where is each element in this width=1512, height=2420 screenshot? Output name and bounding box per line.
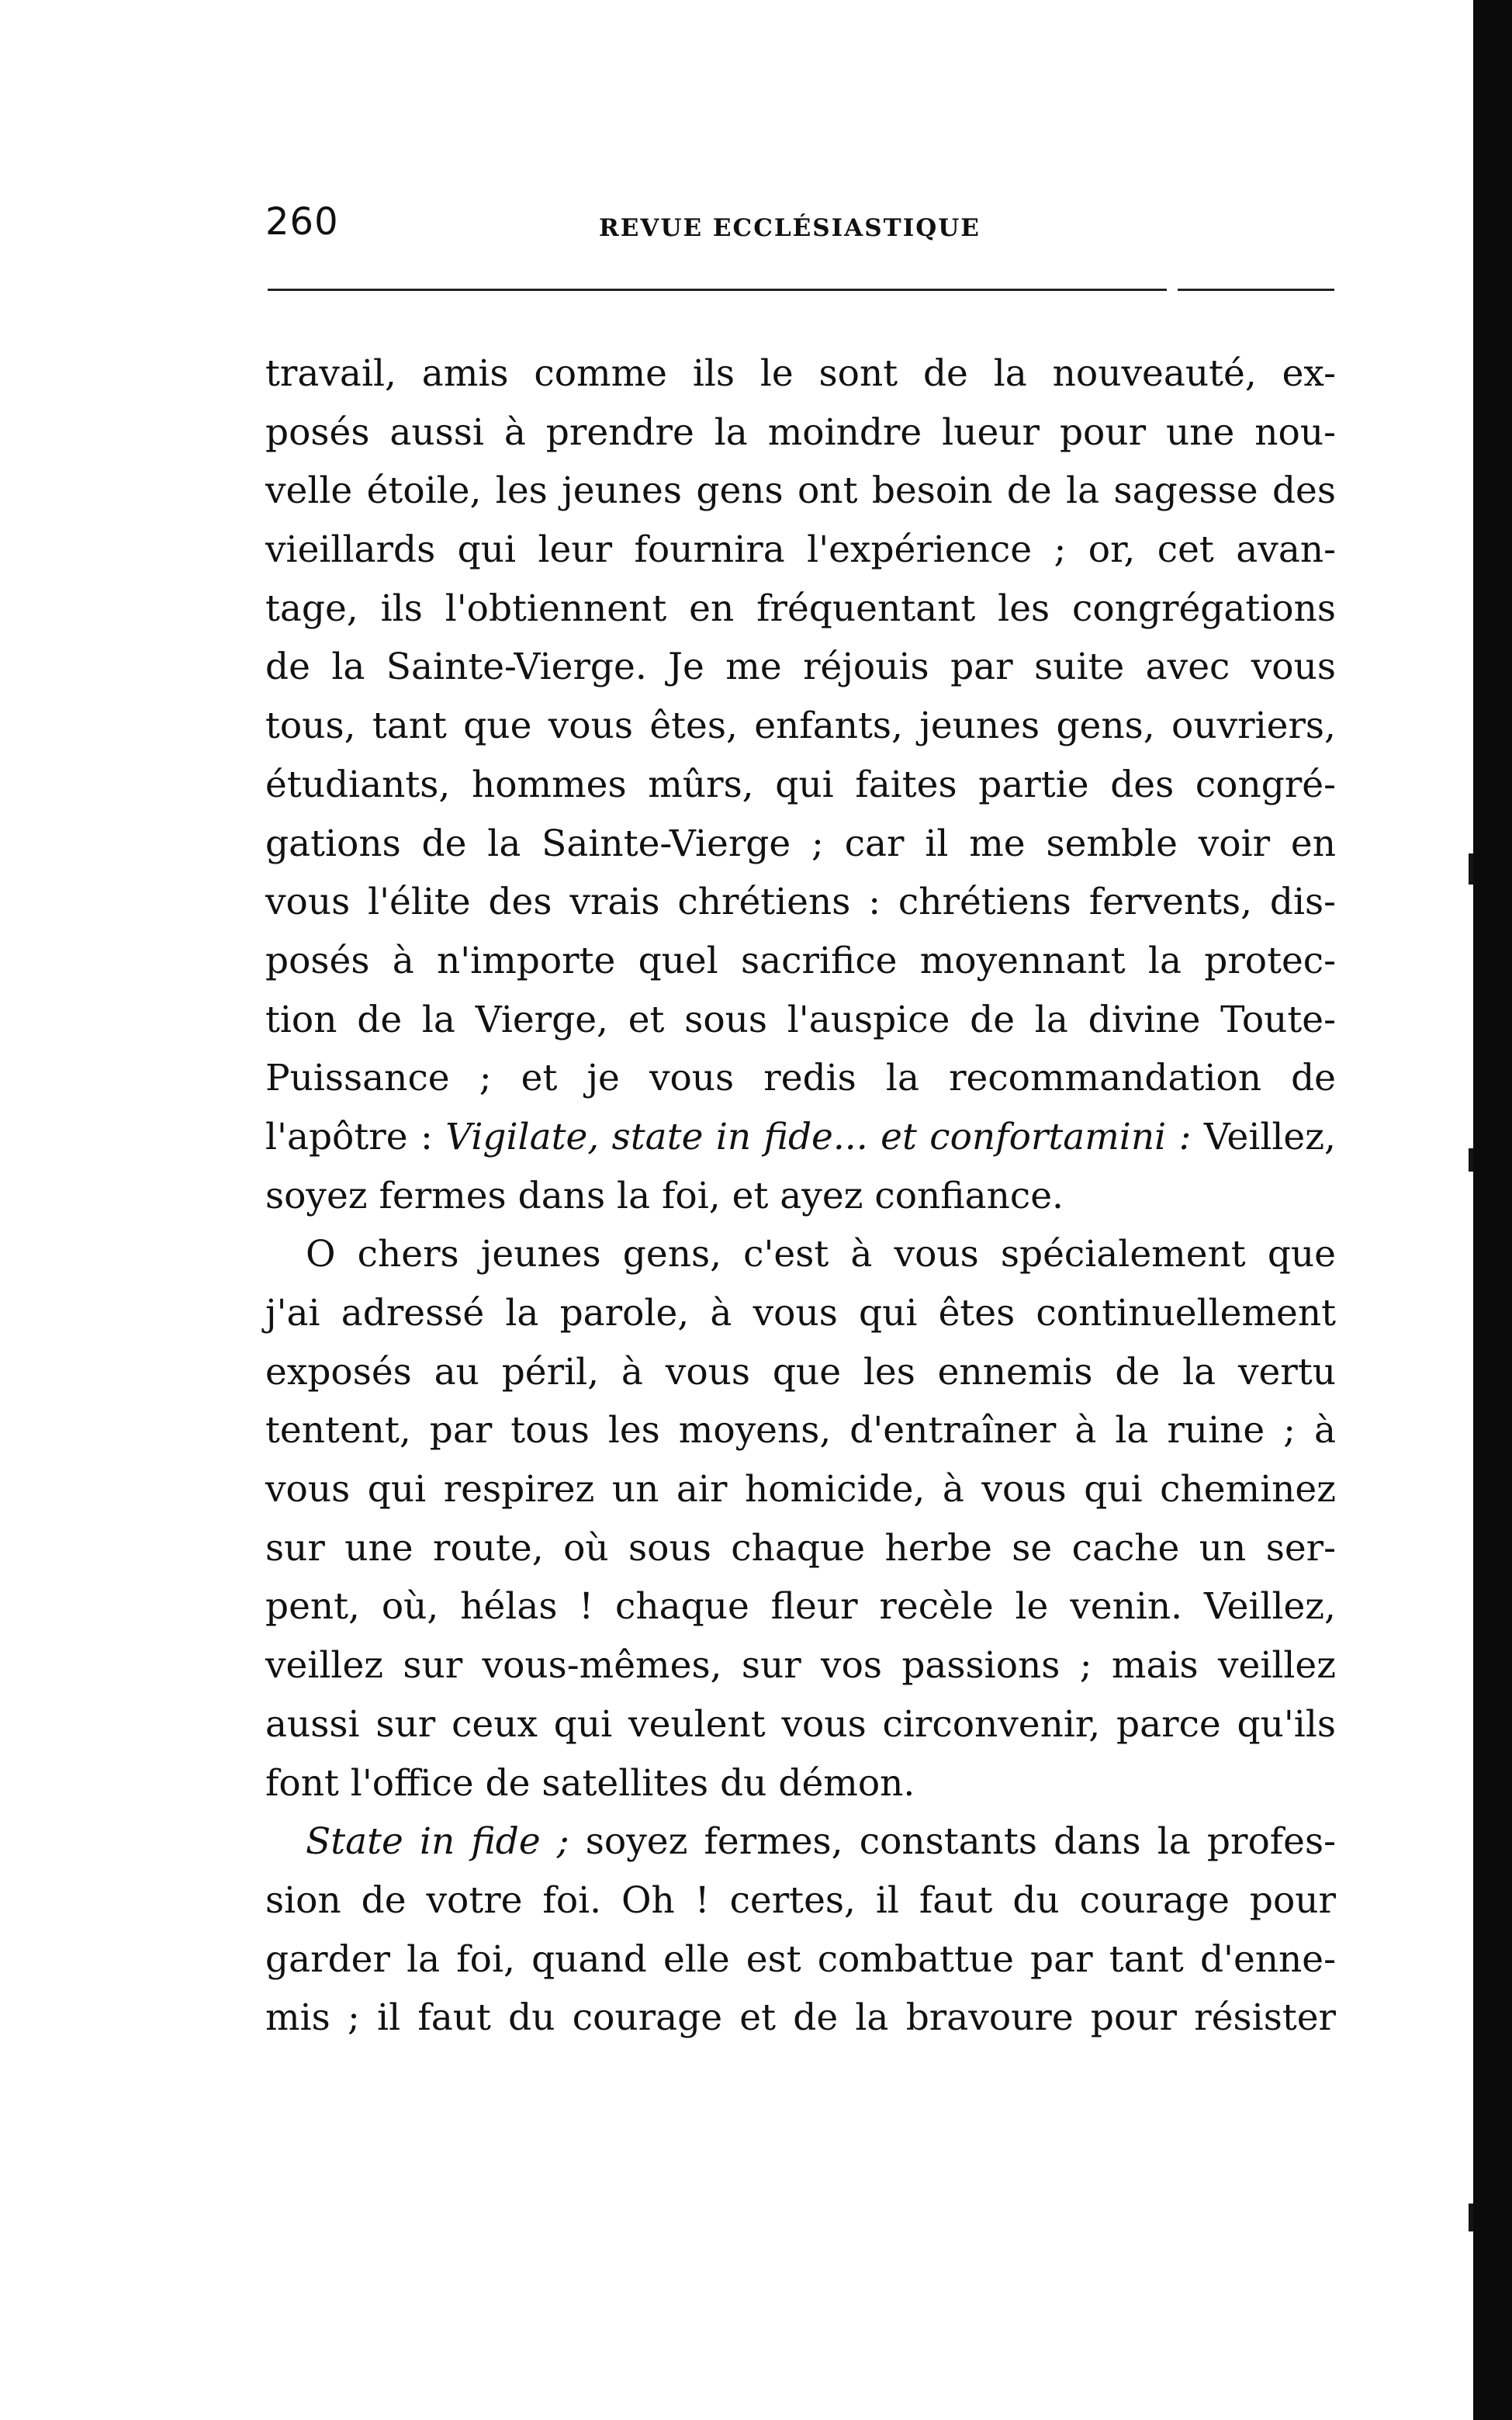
text-line: mis ; il faut du courage et de la bravoure pour résister <box>265 1996 1336 2040</box>
text-line: de la Sainte-Vierge. Je me réjouis par suite avec vous <box>265 646 1336 689</box>
text-line: vous qui respirez un air homicide, à vous qui cheminez <box>265 1468 1336 1511</box>
text-line: velle étoile, les jeunes gens ont besoin de la sagesse des <box>265 469 1336 513</box>
text-line: veillez sur vous-mêmes, sur vos passions ; mais veillez <box>265 1644 1336 1688</box>
text-line: posés aussi à prendre la moindre lueur pour une nou- <box>265 410 1336 454</box>
text-line: travail, amis comme ils le sont de la nouveauté, ex- <box>265 352 1336 395</box>
text-line-mixed <box>265 1108 1336 1167</box>
running-head: REVUE ECCLÉSIASTIQUE <box>599 214 981 242</box>
text-line: font l'office de satellites du démon. <box>265 1761 915 1805</box>
text-line: posés à n'importe quel sacrifice moyennant la protec- <box>265 939 1336 982</box>
text-line: Puissance ; et je vous redis la recommandation de <box>265 1057 1336 1100</box>
text-line: garder la foi, quand elle est combattue par tant d'enne- <box>265 1937 1336 1981</box>
text-line: tous, tant que vous êtes, enfants, jeunes gens, ouvriers, <box>265 705 1336 748</box>
text-line: étudiants, hommes mûrs, qui faites partie des congré- <box>265 763 1336 806</box>
text-line: soyez fermes dans la foi, et ayez confiance. <box>265 1174 1064 1217</box>
text-line: tion de la Vierge, et sous l'auspice de la divine Toute- <box>265 998 1336 1041</box>
text-line: sur une route, où sous chaque herbe se cache un ser- <box>265 1526 1336 1570</box>
latin-quotation: Vigilate, state in fide... et confortamini : <box>445 1115 1192 1158</box>
header-rule-gap <box>1167 286 1178 293</box>
scan-edge-fleck <box>1469 1148 1473 1172</box>
page-header <box>265 200 1336 254</box>
page-number: 260 <box>265 200 339 244</box>
latin-quotation: State in fide ; <box>306 1820 569 1864</box>
text-line: vous l'élite des vrais chrétiens : chrétiens fervents, dis- <box>265 881 1336 924</box>
text-line: tage, ils l'obtiennent en fréquentant les congrégations <box>265 587 1336 630</box>
body-text <box>265 344 1336 2048</box>
scan-edge-fleck <box>1469 853 1473 885</box>
scan-edge-fleck <box>1469 2204 1473 2231</box>
text-line: sion de votre foi. Oh ! certes, il faut du courage pour <box>265 1878 1336 1922</box>
text-line: exposés au péril, à vous que les ennemis de la vertu <box>265 1350 1336 1393</box>
text-line: j'ai adressé la parole, à vous qui êtes continuellement <box>265 1292 1336 1335</box>
text-line: pent, où, hélas ! chaque fleur recèle le venin. Veillez, <box>265 1585 1336 1629</box>
text-line: aussi sur ceux qui veulent vous circonvenir, parce qu'ils <box>265 1702 1336 1746</box>
text-fragment: soyez fermes, constants dans la profes- <box>585 1820 1336 1864</box>
scan-edge-shadow <box>1473 0 1512 2420</box>
text-fragment: l'apôtre : <box>265 1115 433 1158</box>
text-fragment: Veillez, <box>1203 1115 1336 1158</box>
text-line: tentent, par tous les moyens, d'entraîner à la ruine ; à <box>265 1409 1336 1452</box>
text-line-mixed <box>265 1812 1336 1871</box>
text-line: vieillards qui leur fournira l'expérience ; or, cet avan- <box>265 528 1336 572</box>
text-line: gations de la Sainte-Vierge ; car il me semble voir en <box>265 822 1336 865</box>
text-line: O chers jeunes gens, c'est à vous spécialement que <box>306 1233 1336 1276</box>
